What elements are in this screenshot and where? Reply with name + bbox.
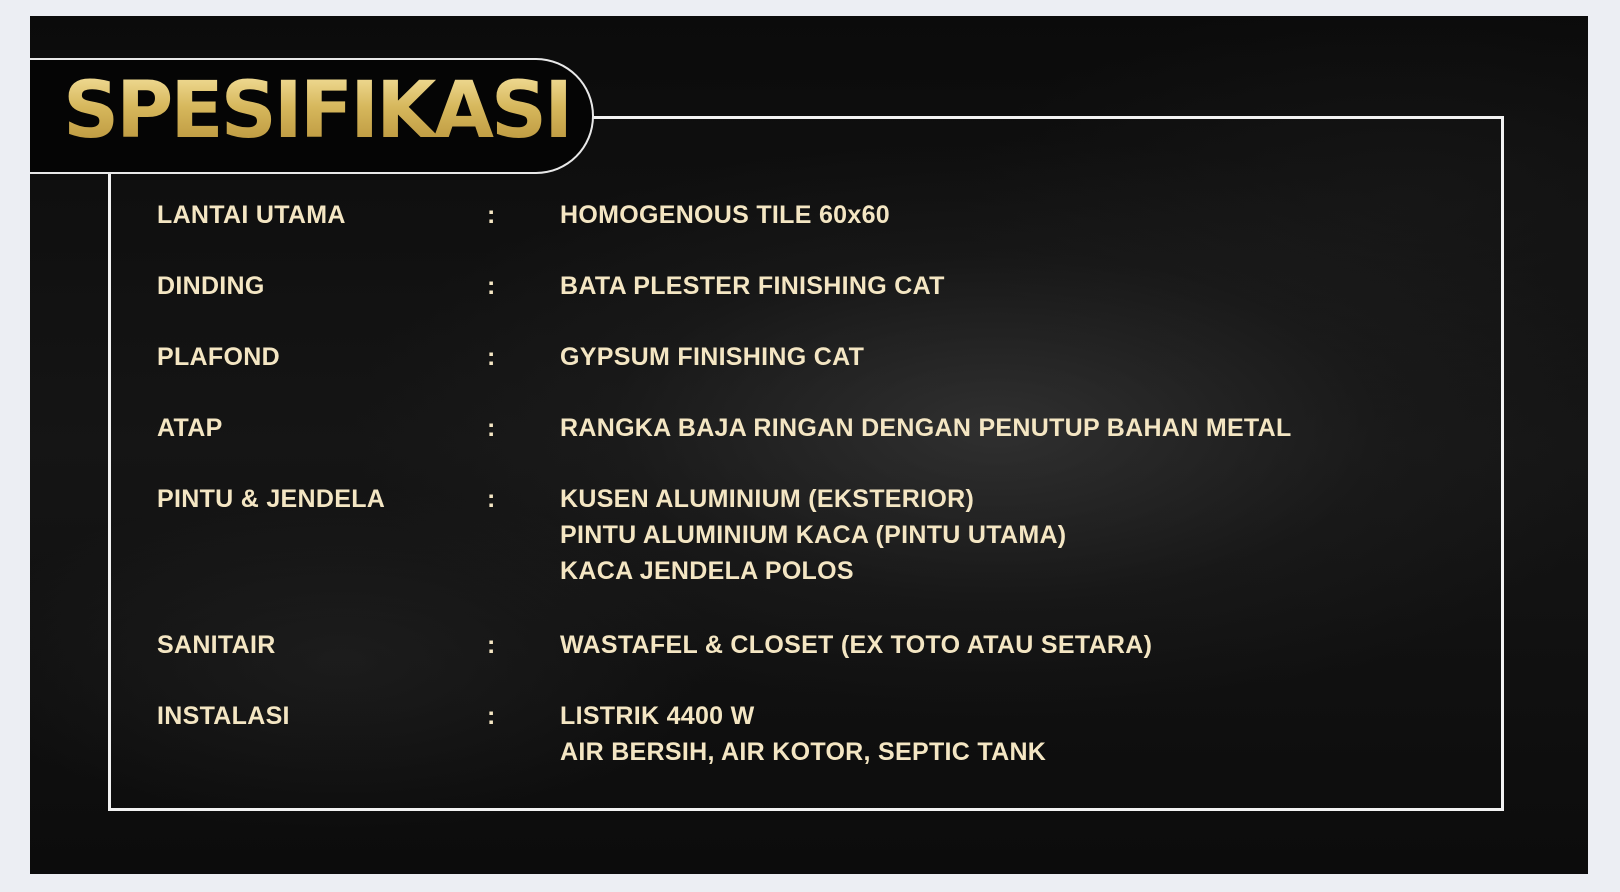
spec-value: LISTRIK 4400 W <box>560 702 755 730</box>
spec-value: RANGKA BAJA RINGAN DENGAN PENUTUP BAHAN METAL <box>560 414 1292 442</box>
spec-values <box>560 268 1477 304</box>
spec-value: AIR BERSIH, AIR KOTOR, SEPTIC TANK <box>560 738 1047 766</box>
spec-values <box>560 339 1477 375</box>
page-title: SPESIFIKASI <box>63 66 571 156</box>
title-banner <box>30 58 594 174</box>
spec-value: KACA JENDELA POLOS <box>560 557 854 585</box>
spec-separator: : <box>487 414 496 442</box>
spec-separator: : <box>487 201 496 229</box>
spec-label: INSTALASI <box>157 702 290 730</box>
spec-values <box>560 410 1477 446</box>
spec-value: HOMOGENOUS TILE 60x60 <box>560 201 890 229</box>
spec-label: SANITAIR <box>157 631 276 659</box>
spec-separator: : <box>487 631 496 659</box>
spec-list <box>157 197 1477 770</box>
spec-values <box>560 481 1477 589</box>
spec-value: PINTU ALUMINIUM KACA (PINTU UTAMA) <box>560 521 1067 549</box>
spec-row-dinding <box>157 268 1477 304</box>
spec-label: DINDING <box>157 272 265 300</box>
spec-label: PLAFOND <box>157 343 280 371</box>
spec-value: BATA PLESTER FINISHING CAT <box>560 272 945 300</box>
spec-row-pintu-jendela <box>157 481 1477 589</box>
spec-values <box>560 197 1477 233</box>
spec-row-instalasi <box>157 698 1477 770</box>
spec-values <box>560 627 1477 663</box>
spec-separator: : <box>487 702 496 730</box>
spec-value: WASTAFEL & CLOSET (EX TOTO ATAU SETARA) <box>560 631 1153 659</box>
spec-row-atap <box>157 410 1477 446</box>
spec-separator: : <box>487 272 496 300</box>
spec-value: KUSEN ALUMINIUM (EKSTERIOR) <box>560 485 975 513</box>
spec-label: ATAP <box>157 414 223 442</box>
spec-values <box>560 698 1477 770</box>
spec-row-lantai-utama <box>157 197 1477 233</box>
spec-label: PINTU & JENDELA <box>157 485 386 513</box>
spec-value: GYPSUM FINISHING CAT <box>560 343 865 371</box>
spec-separator: : <box>487 343 496 371</box>
spec-separator: : <box>487 485 496 513</box>
spec-label: LANTAI UTAMA <box>157 201 346 229</box>
spec-slide <box>30 16 1588 874</box>
spec-row-plafond <box>157 339 1477 375</box>
spec-row-sanitair <box>157 627 1477 663</box>
